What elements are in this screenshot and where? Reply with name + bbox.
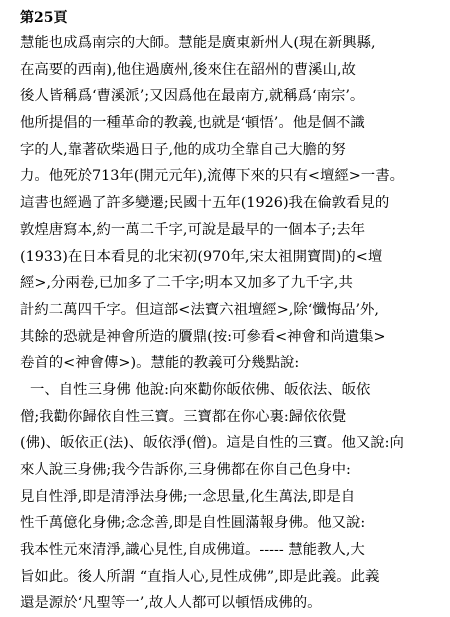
text-line: (1933)在日本看見的北宋初(970年,宋太祖開寶間)的<壇 [20, 248, 383, 265]
text-line: 來人說三身佛;我今告訴你,三身佛都在你自己色身中: [20, 462, 351, 478]
text-line: (佛)、皈依正(法)、皈依淨(僧)。這是自性的三寶。他又說:向 [20, 435, 404, 452]
text-line: 計約二萬四千字。但這部<法寶六祖壇經>,除‘懺悔品’外, [20, 301, 380, 318]
text-line: 慧能也成爲南宗的大師。慧能是廣東新州人(現在新興縣, [20, 35, 376, 51]
text-line: 他所提倡的一種革命的教義,也就是‘頓悟’。他是個不識 [20, 115, 365, 132]
text-line: 字的人,靠著砍柴過日子,他的成功全靠自己大膽的努 [20, 141, 346, 158]
text-line: 在高要的西南),他住過廣州,後來住在韶州的曹溪山,故 [20, 61, 356, 78]
page-number: 第25頁 [20, 10, 68, 26]
text-line: 卷首的<神會傳>)。慧能的教義可分幾點說: [20, 355, 300, 372]
text-line: 見自性淨,即是清淨法身佛;一念思量,化生萬法,即是自 [20, 488, 356, 505]
text-line: 力。他死於713年(開元元年),流傳下來的只有<壇經>一書。 [20, 168, 404, 185]
text-line: 經>,分兩卷,已加多了二千字;明本又加多了九千字,共 [20, 275, 353, 292]
text-line: 後人皆稱爲‘曹溪派’;又因爲他在最南方,就稱爲‘南宗’。 [20, 88, 365, 105]
body-text [20, 30, 440, 617]
text-line: 性千萬億化身佛;念念善,即是自性圓滿報身佛。他又說: [20, 515, 366, 532]
text-line: 還是源於‘凡聖等一’,故人人都可以頓悟成佛的。 [20, 595, 322, 612]
text-line: 一、自性三身佛 他說:向來勸你皈依佛、皈依法、皈依 [30, 381, 371, 398]
text-line: 旨如此。後人所謂 “直指人心,見性成佛”,即是此義。此義 [20, 568, 380, 585]
text-line: 這書也經過了許多變遷;民國十五年(1926)我在倫敦看見的 [20, 195, 390, 212]
text-line: 敦煌唐寫本,約一萬二千字,可說是最早的一個本子;去年 [20, 221, 365, 238]
text-line: 僧;我勸你歸依自性三寶。三寶都在你心裏:歸依依覺 [20, 408, 347, 425]
text-line: 其餘的恐就是神會所造的贗鼎(按:可參看<神會和尚遺集> [20, 328, 386, 345]
text-line: 我本性元來清淨,識心見性,自成佛道。----- 慧能教人,大 [20, 542, 365, 559]
